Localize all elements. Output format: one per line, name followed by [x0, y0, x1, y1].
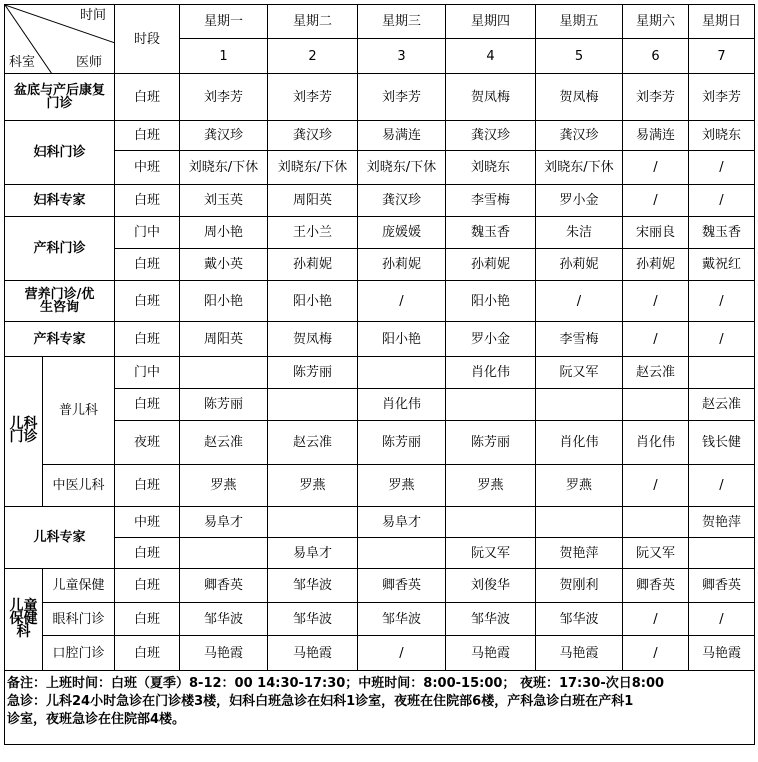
- note-emergency: 急诊：儿科24小时急诊在门诊楼3楼，妇科白班急诊在妇科1诊室，夜班在住院部6楼，产科急诊白班在产科1: [7, 694, 634, 709]
- doctor-cell: /: [536, 281, 623, 322]
- day-name: 星期四: [446, 5, 536, 39]
- day-name: 星期一: [180, 5, 268, 39]
- subdept-oral: 口腔门诊: [43, 636, 115, 671]
- doctor-cell: /: [623, 465, 689, 507]
- doctor-cell: 易满连: [623, 121, 689, 151]
- shift-cell: 白班: [115, 465, 180, 507]
- doctor-cell: 罗燕: [446, 465, 536, 507]
- dept-obs-expert: 产科专家: [5, 322, 115, 357]
- row-peds-expert-mid: [5, 507, 755, 538]
- doctor-cell: [536, 151, 623, 185]
- note-hours: 备注：上班时间：白班（夏季）8-12：00 14:30-17:30；中班时间：8:00-15:00； 夜班：17:30-次日8:00: [7, 676, 665, 691]
- doctor-cell: [358, 357, 446, 389]
- doctor-cell: 赵云准: [623, 357, 689, 389]
- shift-cell: 白班: [115, 121, 180, 151]
- corner-dept-label: 科室: [9, 55, 36, 70]
- dept-child-health: [5, 569, 43, 671]
- shift-cell: 白班: [115, 74, 180, 121]
- doctor-cell: 陈芳丽: [358, 421, 446, 465]
- shift-cell: 夜班: [115, 421, 180, 465]
- doctor-cell: 贺刚利: [536, 569, 623, 603]
- doctor-cell: /: [623, 603, 689, 636]
- doctor-cell: 阮又军: [623, 538, 689, 569]
- doctor-cell: [536, 507, 623, 538]
- shift-cell: 门中: [115, 357, 180, 389]
- row-peds-expert-day: [5, 538, 755, 569]
- doctor-cell: /: [689, 185, 755, 217]
- doctor-cell: 邹华波: [536, 603, 623, 636]
- doctor-cell: 孙莉妮: [358, 249, 446, 281]
- doctor-cell: 龚汉珍: [180, 121, 268, 151]
- doctor-cell: /: [358, 636, 446, 671]
- doctor-cell-text: 刘晓东/下休: [366, 160, 437, 175]
- doctor-cell: 卿香英: [689, 569, 755, 603]
- doctor-cell: /: [623, 322, 689, 357]
- doctor-cell: 钱长健: [689, 421, 755, 465]
- doctor-cell: 戴小英: [180, 249, 268, 281]
- doctor-cell: 贺凤梅: [446, 74, 536, 121]
- row-gyn-day: [5, 121, 755, 151]
- dept-peds-clinic-label: 儿科门诊: [9, 416, 38, 445]
- doctor-cell: 卿香英: [623, 569, 689, 603]
- doctor-cell: [268, 507, 358, 538]
- doctor-cell: 邹华波: [268, 569, 358, 603]
- doctor-cell: 马艳霞: [180, 636, 268, 671]
- doctor-cell: 孙莉妮: [446, 249, 536, 281]
- doctor-cell: [180, 357, 268, 389]
- doctor-cell: [689, 538, 755, 569]
- row-gyn-mid: [5, 151, 755, 185]
- doctor-cell: 龚汉珍: [536, 121, 623, 151]
- doctor-cell: 刘晓东: [446, 151, 536, 185]
- dept-pelvic: [5, 74, 115, 121]
- shift-cell: 白班: [115, 636, 180, 671]
- doctor-cell: 宋丽良: [623, 217, 689, 249]
- day-name: 星期三: [358, 5, 446, 39]
- doctor-cell: 邹华波: [268, 603, 358, 636]
- period-header: 时段: [115, 5, 180, 74]
- doctor-cell: /: [689, 465, 755, 507]
- doctor-cell: 邹华波: [446, 603, 536, 636]
- day-number: 4: [446, 39, 536, 74]
- day-number: 5: [536, 39, 623, 74]
- subdept-eye: 眼科门诊: [43, 603, 115, 636]
- corner-doctor-label: 医师: [75, 55, 102, 70]
- doctor-cell: 魏玉香: [446, 217, 536, 249]
- doctor-cell: 庞媛媛: [358, 217, 446, 249]
- row-obs-day: [5, 249, 755, 281]
- subdept-child-care: 儿童保健: [43, 569, 115, 603]
- doctor-cell: 马艳霞: [689, 636, 755, 671]
- shift-cell: 白班: [115, 603, 180, 636]
- notes-cell: [5, 671, 755, 745]
- doctor-cell: [180, 151, 268, 185]
- doctor-cell: 易阜才: [268, 538, 358, 569]
- doctor-cell: 陈芳丽: [446, 421, 536, 465]
- doctor-cell: 陈芳丽: [268, 357, 358, 389]
- doctor-cell: 肖化伟: [536, 421, 623, 465]
- shift-cell: 中班: [115, 151, 180, 185]
- doctor-cell: 孙莉妮: [623, 249, 689, 281]
- row-oral: [5, 636, 755, 671]
- dept-gyn-clinic: 妇科门诊: [5, 121, 115, 185]
- row-notes: [5, 671, 755, 745]
- doctor-cell: 贺凤梅: [536, 74, 623, 121]
- doctor-cell: 罗燕: [268, 465, 358, 507]
- doctor-cell: 刘晓东: [689, 121, 755, 151]
- corner-header: [5, 5, 115, 74]
- doctor-cell: /: [623, 281, 689, 322]
- shift-cell: 中班: [115, 507, 180, 538]
- doctor-cell: 刘李芳: [180, 74, 268, 121]
- dept-peds-clinic: [5, 357, 43, 507]
- doctor-cell: 阮又军: [536, 357, 623, 389]
- dept-nutrition-label: 营养门诊/优生咨询: [24, 286, 95, 315]
- row-obs-expert: [5, 322, 755, 357]
- dept-nutrition: [5, 281, 115, 322]
- shift-cell: 门中: [115, 217, 180, 249]
- doctor-cell: 贺艳萍: [536, 538, 623, 569]
- doctor-cell: 孙莉妮: [536, 249, 623, 281]
- day-number: 1: [180, 39, 268, 74]
- doctor-cell-text: 刘晓东/下休: [277, 160, 348, 175]
- doctor-cell: 龚汉珍: [446, 121, 536, 151]
- doctor-cell: 邹华波: [180, 603, 268, 636]
- doctor-cell: 肖化伟: [623, 421, 689, 465]
- subdept-peds-tcm: 中医儿科: [43, 465, 115, 507]
- shift-cell: 白班: [115, 322, 180, 357]
- doctor-cell: 卿香英: [180, 569, 268, 603]
- row-eye: [5, 603, 755, 636]
- doctor-cell: /: [689, 603, 755, 636]
- doctor-cell: 阮又军: [446, 538, 536, 569]
- doctor-cell: /: [623, 636, 689, 671]
- doctor-cell: /: [689, 322, 755, 357]
- doctor-cell: [623, 507, 689, 538]
- doctor-cell: 马艳霞: [268, 636, 358, 671]
- doctor-cell: 阳小艳: [446, 281, 536, 322]
- doctor-cell: [689, 357, 755, 389]
- doctor-cell: 孙莉妮: [268, 249, 358, 281]
- doctor-cell: 刘李芳: [268, 74, 358, 121]
- doctor-cell: 贺艳萍: [689, 507, 755, 538]
- doctor-cell: [623, 389, 689, 421]
- row-peds-day: [5, 389, 755, 421]
- schedule-sheet: [4, 4, 755, 745]
- doctor-cell-text: 刘晓东/下休: [188, 160, 259, 175]
- header-row-days: [5, 5, 755, 39]
- doctor-cell: 朱洁: [536, 217, 623, 249]
- doctor-cell: 周小艳: [180, 217, 268, 249]
- doctor-cell: [358, 151, 446, 185]
- subdept-peds-general: 普儿科: [43, 357, 115, 465]
- doctor-cell: 易满连: [358, 121, 446, 151]
- doctor-cell: 刘玉英: [180, 185, 268, 217]
- row-peds-mid: [5, 357, 755, 389]
- doctor-cell: 龚汉珍: [268, 121, 358, 151]
- doctor-cell: [268, 151, 358, 185]
- doctor-cell: 易阜才: [358, 507, 446, 538]
- doctor-cell: 马艳霞: [446, 636, 536, 671]
- schedule-table: [4, 4, 755, 745]
- doctor-cell: 周阳英: [268, 185, 358, 217]
- doctor-cell: 罗燕: [180, 465, 268, 507]
- doctor-cell: 肖化伟: [358, 389, 446, 421]
- shift-cell: 白班: [115, 249, 180, 281]
- doctor-cell: 赵云准: [180, 421, 268, 465]
- doctor-cell: 罗燕: [358, 465, 446, 507]
- doctor-cell: 阳小艳: [180, 281, 268, 322]
- dept-pelvic-label: 盆底与产后康复门诊: [13, 82, 105, 111]
- doctor-cell: 刘李芳: [623, 74, 689, 121]
- doctor-cell: 周阳英: [180, 322, 268, 357]
- doctor-cell: 阳小艳: [268, 281, 358, 322]
- day-name: 星期六: [623, 5, 689, 39]
- doctor-cell: 刘李芳: [689, 74, 755, 121]
- doctor-cell: 刘李芳: [358, 74, 446, 121]
- doctor-cell: 赵云准: [268, 421, 358, 465]
- doctor-cell: 魏玉香: [689, 217, 755, 249]
- doctor-cell: /: [689, 281, 755, 322]
- day-name: 星期五: [536, 5, 623, 39]
- doctor-cell: [536, 389, 623, 421]
- row-obs-mid: [5, 217, 755, 249]
- doctor-cell: 赵云准: [689, 389, 755, 421]
- doctor-cell: /: [623, 151, 689, 185]
- doctor-cell: 贺凤梅: [268, 322, 358, 357]
- dept-gyn-expert: 妇科专家: [5, 185, 115, 217]
- doctor-cell: [446, 507, 536, 538]
- doctor-cell: [358, 538, 446, 569]
- day-name: 星期二: [268, 5, 358, 39]
- day-number: 7: [689, 39, 755, 74]
- doctor-cell: /: [689, 151, 755, 185]
- doctor-cell: 罗燕: [536, 465, 623, 507]
- row-peds-tcm: [5, 465, 755, 507]
- doctor-cell: 王小兰: [268, 217, 358, 249]
- doctor-cell: /: [358, 281, 446, 322]
- day-number: 3: [358, 39, 446, 74]
- doctor-cell: 马艳霞: [536, 636, 623, 671]
- row-gyn-expert: [5, 185, 755, 217]
- row-child-care: [5, 569, 755, 603]
- shift-cell: 白班: [115, 185, 180, 217]
- note-emergency-cont: 诊室，夜班急诊在住院部4楼。: [7, 712, 186, 727]
- doctor-cell: 肖化伟: [446, 357, 536, 389]
- doctor-cell: 罗小金: [446, 322, 536, 357]
- doctor-cell: 邹华波: [358, 603, 446, 636]
- doctor-cell: 易阜才: [180, 507, 268, 538]
- doctor-cell: 刘俊华: [446, 569, 536, 603]
- dept-child-health-label: 儿童保健科: [9, 597, 38, 640]
- row-nutrition: [5, 281, 755, 322]
- doctor-cell: [268, 389, 358, 421]
- doctor-cell: 卿香英: [358, 569, 446, 603]
- doctor-cell: [446, 389, 536, 421]
- doctor-cell: [180, 538, 268, 569]
- doctor-cell: 阳小艳: [358, 322, 446, 357]
- shift-cell: 白班: [115, 538, 180, 569]
- doctor-cell: 陈芳丽: [180, 389, 268, 421]
- row-peds-night: [5, 421, 755, 465]
- doctor-cell: /: [623, 185, 689, 217]
- doctor-cell: 李雪梅: [446, 185, 536, 217]
- day-name: 星期日: [689, 5, 755, 39]
- shift-cell: 白班: [115, 389, 180, 421]
- doctor-cell: 龚汉珍: [358, 185, 446, 217]
- doctor-cell-text: 刘晓东/下休: [544, 160, 614, 175]
- day-number: 6: [623, 39, 689, 74]
- day-number: 2: [268, 39, 358, 74]
- row-pelvic: [5, 74, 755, 121]
- shift-cell: 白班: [115, 569, 180, 603]
- doctor-cell: 戴祝红: [689, 249, 755, 281]
- corner-time-label: 时间: [79, 8, 106, 23]
- dept-obs-clinic: 产科门诊: [5, 217, 115, 281]
- doctor-cell: 李雪梅: [536, 322, 623, 357]
- dept-peds-expert: 儿科专家: [5, 507, 115, 569]
- shift-cell: 白班: [115, 281, 180, 322]
- doctor-cell: 罗小金: [536, 185, 623, 217]
